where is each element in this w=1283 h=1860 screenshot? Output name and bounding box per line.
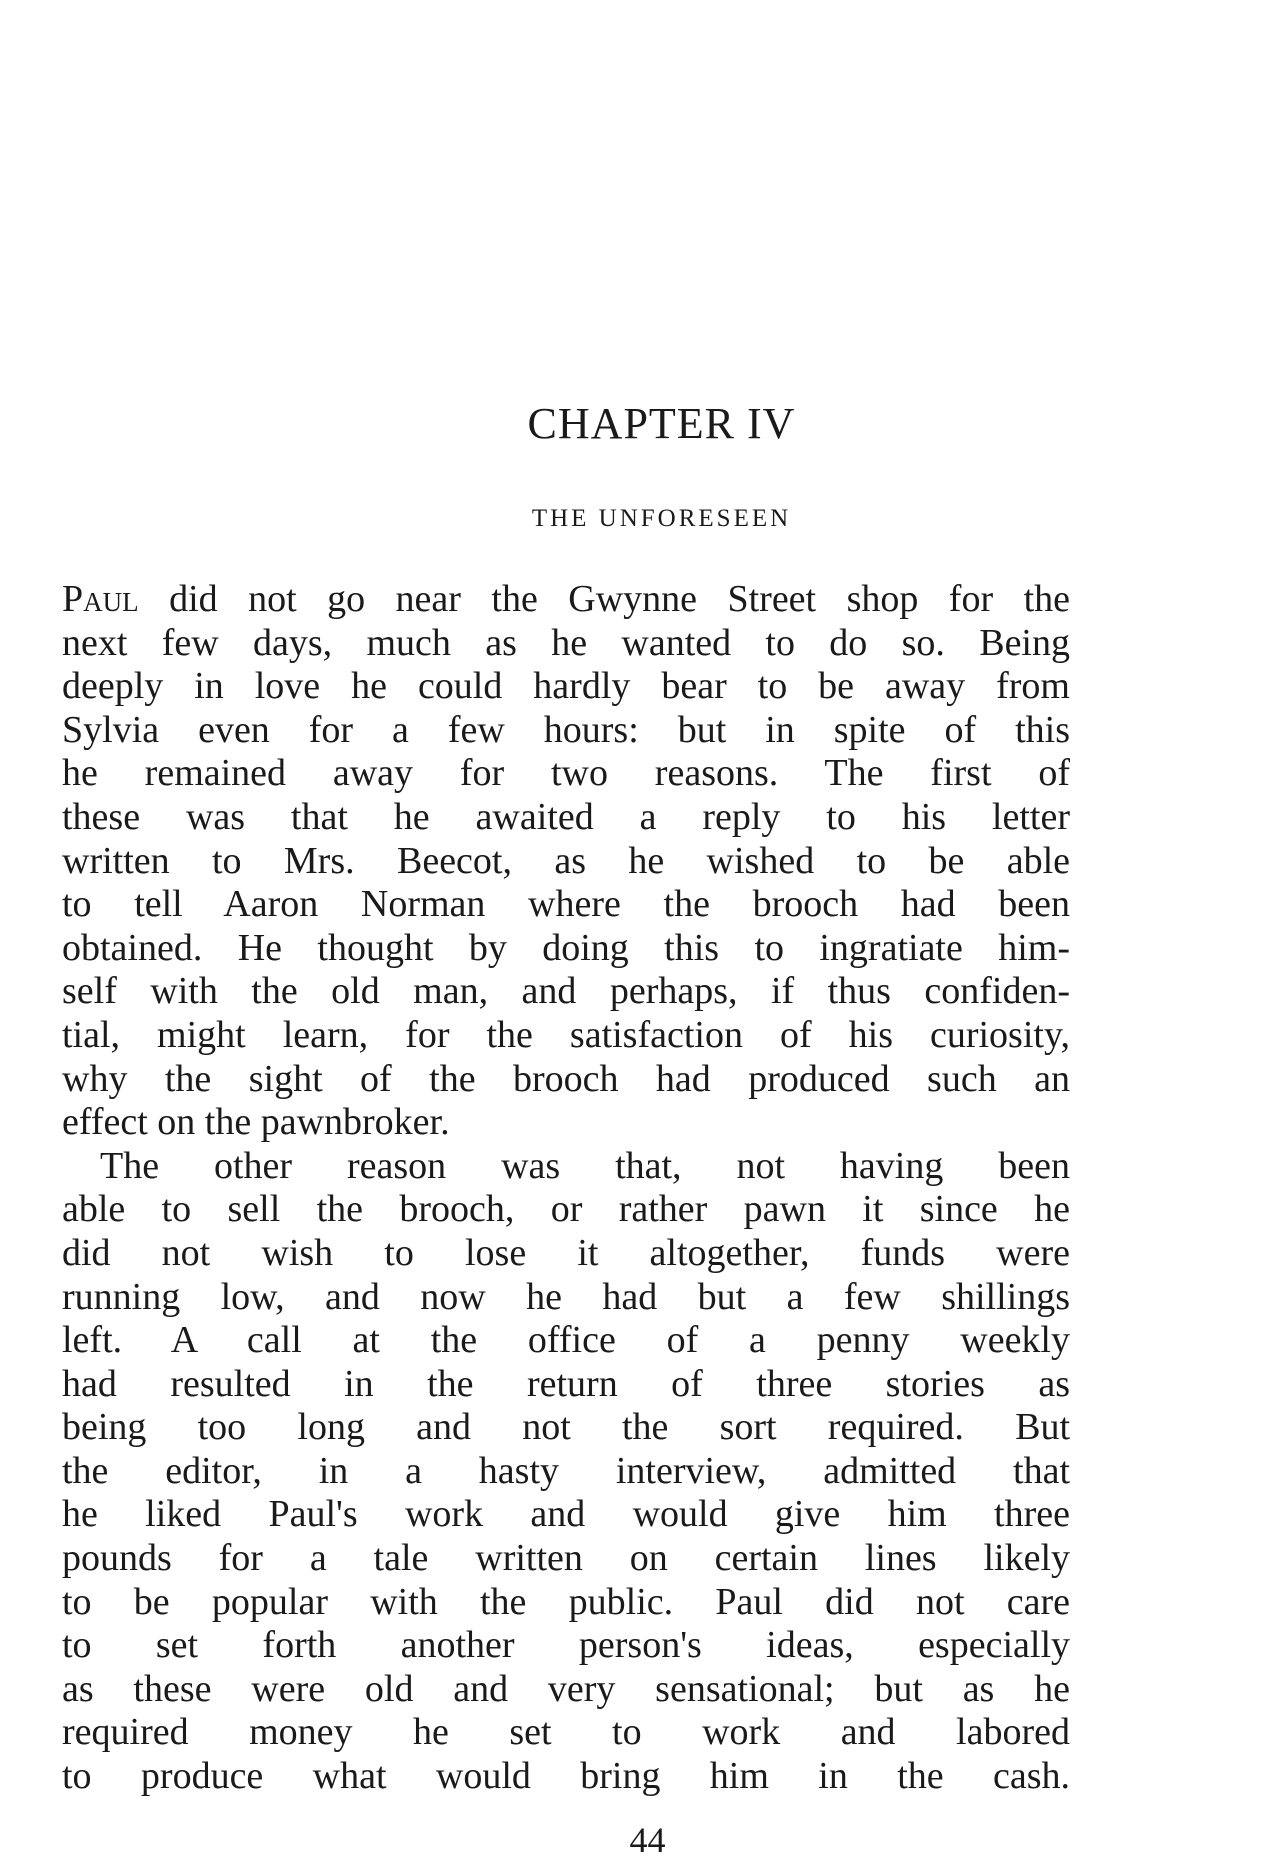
text-line: running low, and now he had but a few shillings xyxy=(62,1275,1070,1318)
text-line: tial, might learn, for the satisfaction of his curiosity, xyxy=(62,1013,1070,1056)
text-line: had resulted in the return of three stories as xyxy=(62,1362,1070,1405)
text-line: required money he set to work and labored xyxy=(62,1711,1070,1754)
text-line: The other reason was that, not having been xyxy=(100,1144,1070,1187)
text-line: to be popular with the public. Paul did not care xyxy=(62,1580,1070,1623)
text-line: to tell Aaron Norman where the brooch had been xyxy=(62,883,1070,926)
paragraph-2 xyxy=(62,1145,1070,1799)
opening-word: Paul xyxy=(62,578,139,620)
text-line: he remained away for two reasons. The first of xyxy=(62,752,1070,795)
text-line: these was that he awaited a reply to his letter xyxy=(62,795,1070,838)
text-line: the editor, in a hasty interview, admitted that xyxy=(62,1449,1070,1492)
text-line: able to sell the brooch, or rather pawn it since he xyxy=(62,1188,1070,1231)
text-line: Sylvia even for a few hours: but in spite of this xyxy=(62,708,1070,751)
text-line: did not wish to lose it altogether, funds were xyxy=(62,1231,1070,1274)
chapter-title: CHAPTER IV xyxy=(527,399,796,448)
text-line: why the sight of the brooch had produced such an xyxy=(62,1057,1070,1100)
text-line: Paul did not go near the Gwynne Street shop for the xyxy=(62,578,1070,620)
text-line: self with the old man, and perhaps, if thus confiden- xyxy=(62,970,1070,1013)
text-line: as these were old and very sensational; but as he xyxy=(62,1667,1070,1710)
text-line: to set forth another person's ideas, especially xyxy=(62,1624,1070,1667)
text-line: being too long and not the sort required. But xyxy=(62,1406,1070,1449)
text-line: pounds for a tale written on certain lines likely xyxy=(62,1537,1070,1580)
text-line: obtained. He thought by doing this to ingratiate him- xyxy=(62,926,1070,969)
text-line: he liked Paul's work and would give him three xyxy=(62,1493,1070,1536)
paragraph-1 xyxy=(62,578,1070,1145)
text-line: deeply in love he could hardly bear to be away from xyxy=(62,665,1070,708)
body-text xyxy=(62,578,1070,1799)
text-line: next few days, much as he wanted to do so. Being xyxy=(62,621,1070,664)
text-line: left. A call at the office of a penny weekly xyxy=(62,1319,1070,1362)
chapter-subtitle: THE UNFORESEEN xyxy=(531,505,792,532)
page-number: 44 xyxy=(629,1820,666,1860)
text-line: to produce what would bring him in the cash. xyxy=(62,1755,1070,1798)
text-line: effect on the pawnbroker. xyxy=(62,1101,450,1144)
text-line: written to Mrs. Beecot, as he wished to be able xyxy=(62,839,1070,882)
